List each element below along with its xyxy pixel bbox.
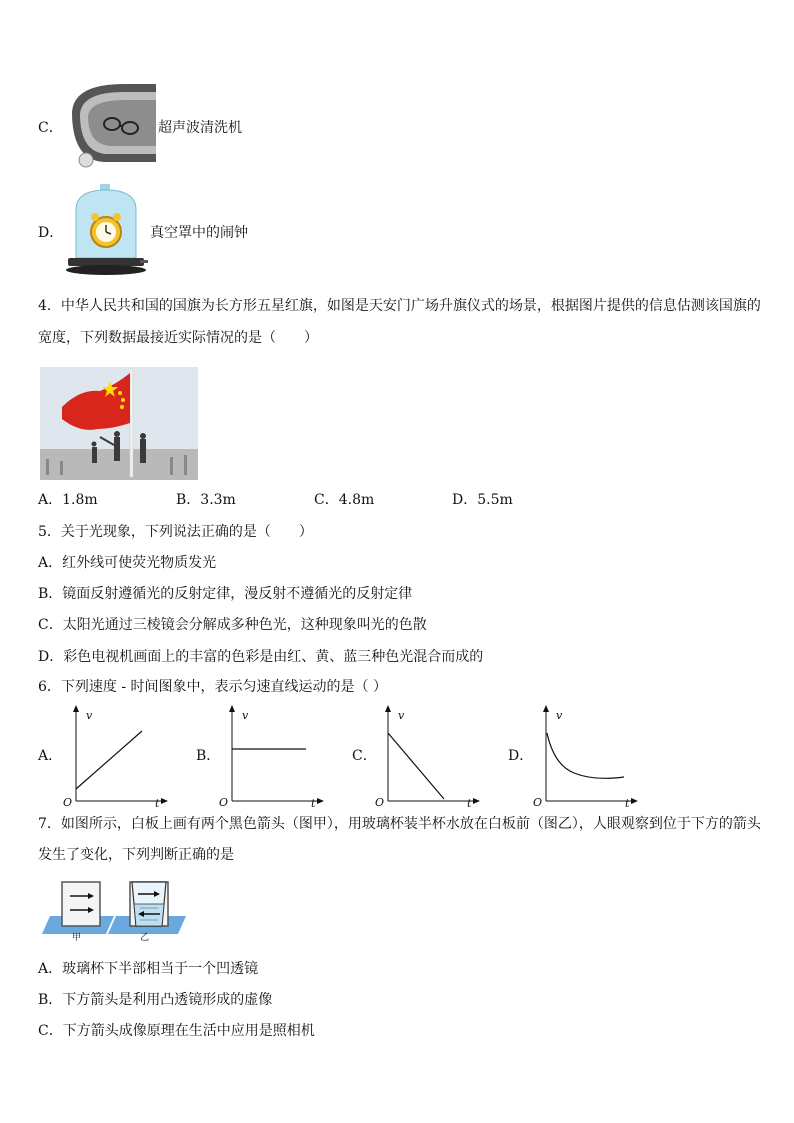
flag-raising-photo xyxy=(40,367,198,480)
svg-text:O: O xyxy=(533,796,543,809)
q3-option-d-label: D． xyxy=(38,225,64,241)
whiteboard-glass-figure xyxy=(40,876,186,944)
ultrasonic-cleaner-image xyxy=(64,82,156,172)
q7-option-c: C．下方箭头成像原理在生活中应用是照相机 xyxy=(38,1023,315,1039)
q7-option-b: B．下方箭头是利用凸透镜形成的虚像 xyxy=(38,992,273,1008)
svg-text:t: t xyxy=(625,797,630,809)
q4-option-a: A．1.8m xyxy=(38,492,98,508)
q4-stem-line1: 4．中华人民共和国的国旗为长方形五星红旗，如图是天安门广场升旗仪式的场景，根据图片提供的信息估测该国旗的 xyxy=(38,298,761,314)
svg-text:t: t xyxy=(467,797,472,809)
q6-graph-c xyxy=(372,703,482,809)
q7-option-a: A．玻璃杯下半部相当于一个凹透镜 xyxy=(38,961,259,977)
q4-option-c: C．4.8m xyxy=(314,492,375,508)
svg-text:v: v xyxy=(86,709,93,722)
q6-graph-a-label: A． xyxy=(38,748,63,764)
q4-stem-line2: 宽度，下列数据最接近实际情况的是（ ） xyxy=(38,330,318,346)
q6-graph-c-label: C． xyxy=(352,748,377,764)
svg-text:t: t xyxy=(311,797,316,809)
q5-option-c: C．太阳光通过三棱镜会分解成多种色光，这种现象叫光的色散 xyxy=(38,617,427,633)
q4-option-b: B．3.3m xyxy=(176,492,236,508)
svg-text:O: O xyxy=(63,796,73,809)
q5-stem: 5．关于光现象，下列说法正确的是（ ） xyxy=(38,524,313,540)
svg-text:t: t xyxy=(155,797,160,809)
q3-option-d-text: 真空罩中的闹钟 xyxy=(150,225,248,241)
q6-graph-a xyxy=(60,703,170,809)
q6-stem: 6．下列速度 - 时间图象中，表示匀速直线运动的是（ ） xyxy=(38,679,387,695)
fig-label-yi: 乙 xyxy=(140,933,150,943)
fig-label-jia: 甲 xyxy=(72,933,82,943)
svg-text:v: v xyxy=(556,709,563,722)
q7-stem-line2: 发生了变化，下列判断正确的是 xyxy=(38,847,234,863)
q3-option-c-text: 超声波清洗机 xyxy=(158,120,242,136)
q6-graph-d-label: D． xyxy=(508,748,534,764)
svg-text:O: O xyxy=(375,796,385,809)
q6-graph-d xyxy=(530,703,640,809)
q3-option-c-label: C． xyxy=(38,120,63,136)
q4-option-d: D．5.5m xyxy=(452,492,513,508)
q6-graph-b xyxy=(216,703,326,809)
q6-graph-b-label: B． xyxy=(196,748,221,764)
svg-text:v: v xyxy=(398,709,405,722)
q5-option-b: B．镜面反射遵循光的反射定律，漫反射不遵循光的反射定律 xyxy=(38,586,413,602)
q5-option-a: A．红外线可使荧光物质发光 xyxy=(38,555,217,571)
svg-text:v: v xyxy=(242,709,249,722)
q7-stem-line1: 7．如图所示，白板上画有两个黑色箭头（图甲），用玻璃杯装半杯水放在白板前（图乙），人眼观察到位于下方的箭头 xyxy=(38,816,761,832)
svg-text:O: O xyxy=(219,796,229,809)
q5-option-d: D．彩色电视机画面上的丰富的色彩是由红、黄、蓝三种色光混合而成的 xyxy=(38,649,484,665)
bell-jar-alarm-clock-image xyxy=(64,184,148,276)
